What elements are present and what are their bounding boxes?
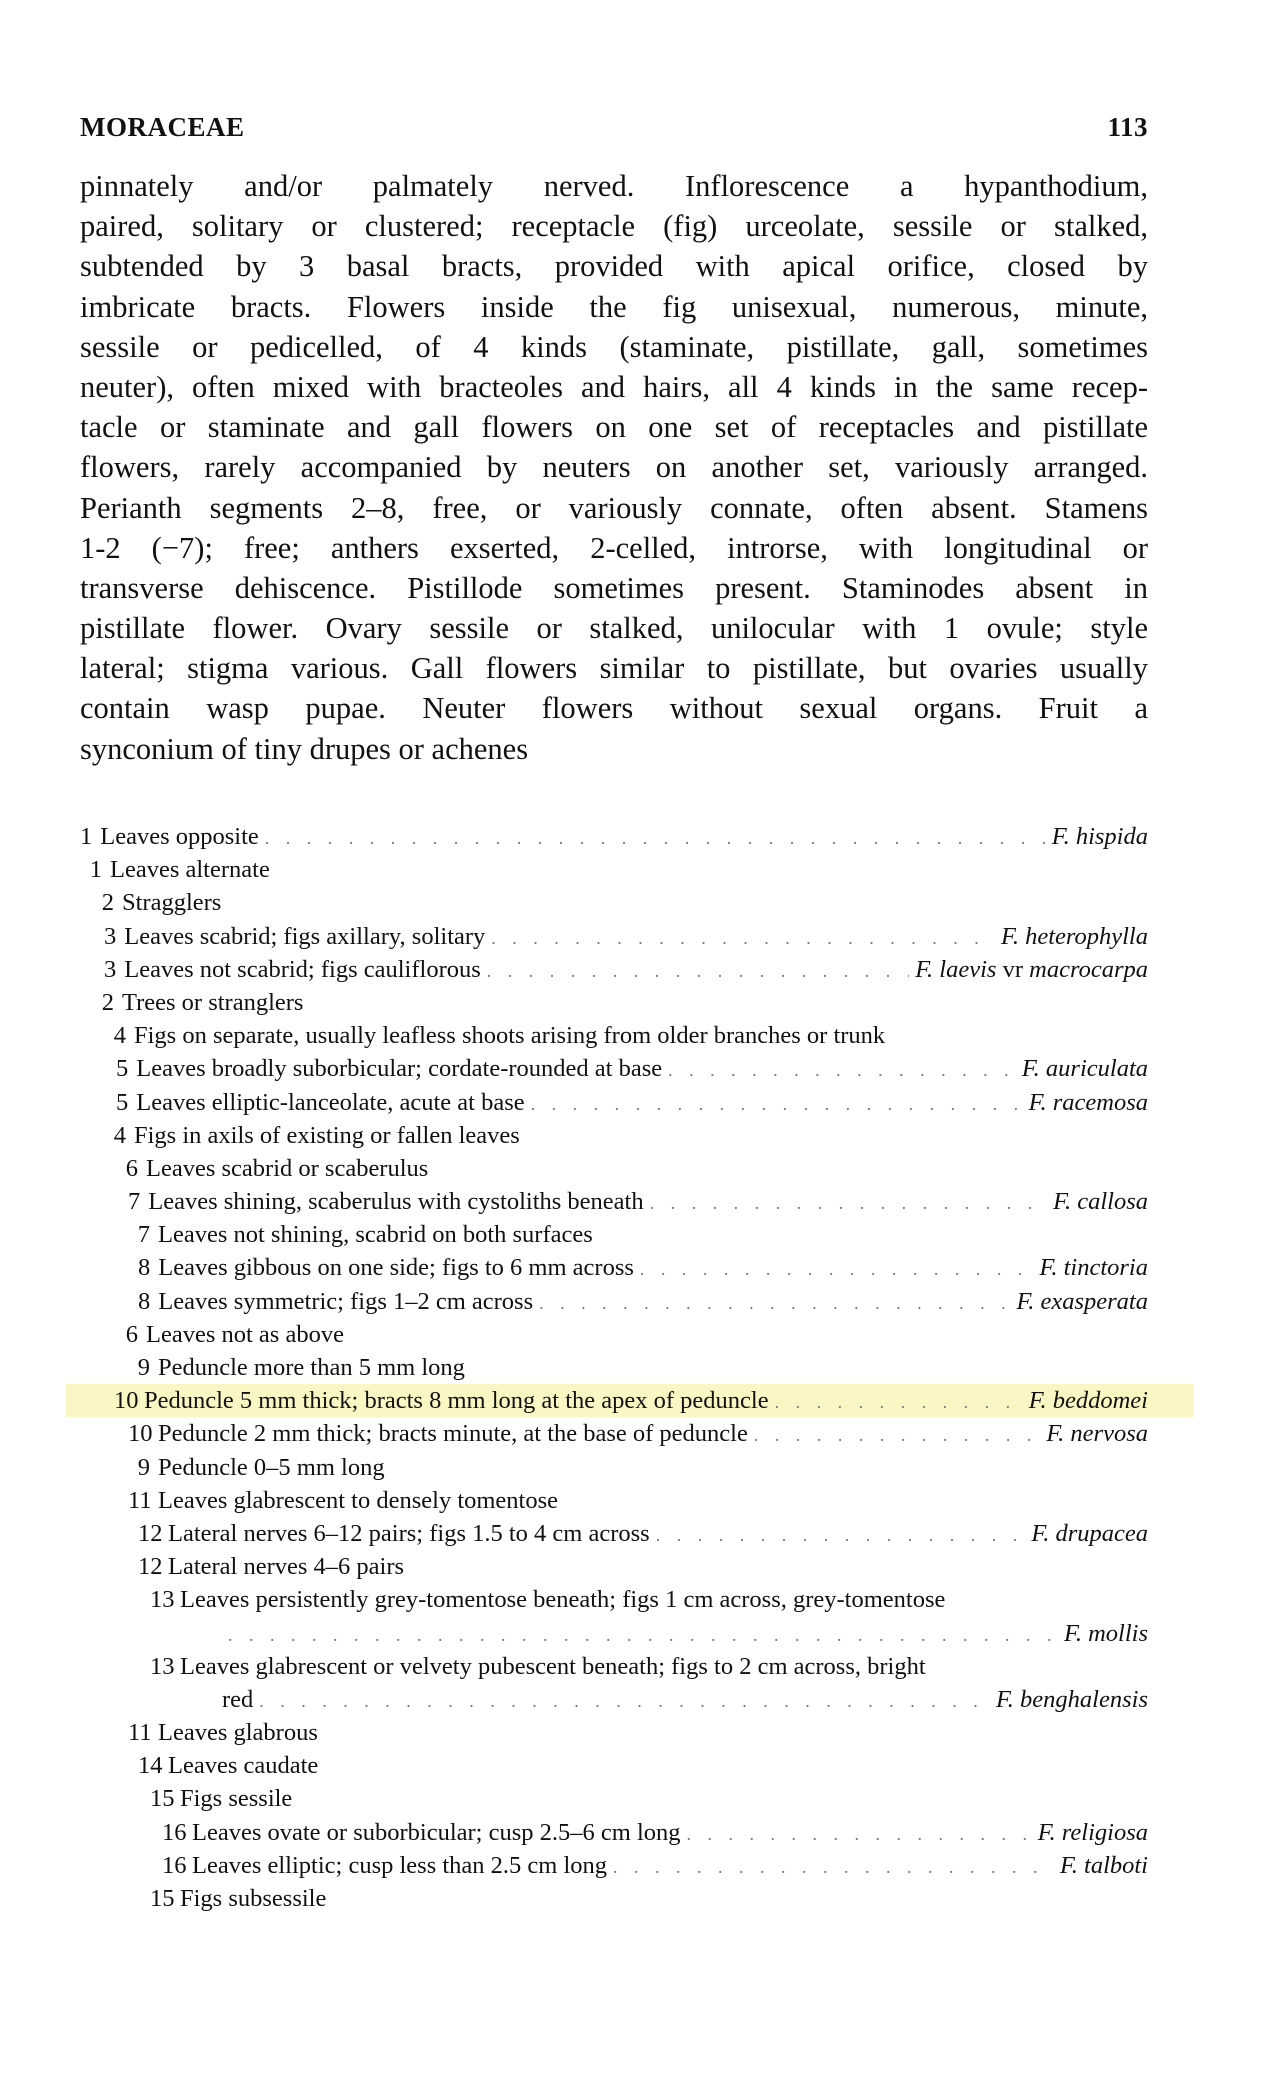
- couplet-number: 1: [89, 856, 102, 884]
- leader-dots: [531, 1088, 1023, 1121]
- key-row: [80, 986, 1148, 1019]
- variety-name: macrocarpa: [1029, 955, 1148, 983]
- leader-dots: [613, 1851, 1054, 1884]
- couplet-number: 9: [137, 1453, 150, 1481]
- paragraph-line: lateral; stigma various. Gall flowers similar to pistillate, but ovaries usually: [80, 651, 1148, 686]
- couplet-number: 16: [162, 1818, 187, 1846]
- species-name: F. heterophylla: [1001, 922, 1148, 950]
- couplet-text: Lateral nerves 6–12 pairs; figs 1.5 to 4 cm across: [168, 1519, 650, 1547]
- couplet-number: 3: [104, 922, 117, 950]
- couplet-text: Leaves persistently grey-tomentose beneath; figs 1 cm across, grey-tomentose: [180, 1586, 946, 1614]
- paragraph-line: neuter), often mixed with bracteoles and hairs, all 4 kinds in the same recep-: [80, 369, 1148, 404]
- key-row: [80, 1882, 1148, 1915]
- key-row: [80, 1086, 1148, 1119]
- couplet-number: 12: [138, 1553, 163, 1581]
- taxon-name: [1038, 1816, 1148, 1849]
- species-name: F. drupacea: [1031, 1519, 1148, 1547]
- couplet-number: 1: [80, 823, 93, 850]
- family-heading: MORACEAE: [80, 112, 245, 142]
- taxon-name: [1040, 1251, 1148, 1284]
- leader-dots: [228, 1619, 1058, 1652]
- identification-key: [80, 820, 1148, 1915]
- taxon-name: [1060, 1849, 1148, 1882]
- species-name: F. laevis: [915, 955, 997, 983]
- couplet-text: Peduncle 5 mm thick; bracts 8 mm long at the apex of peduncle: [144, 1387, 769, 1415]
- couplet-text: Leaves elliptic-lanceolate, acute at base: [136, 1088, 525, 1116]
- leader-dots: [687, 1818, 1032, 1851]
- couplet-text: Figs on separate, usually leafless shoots arising from older branches or trunk: [134, 1022, 886, 1050]
- couplet-text: Stragglers: [122, 889, 222, 917]
- couplet-number: 4: [113, 1022, 126, 1050]
- couplet-number: 6: [125, 1320, 138, 1348]
- couplet-number: 12: [138, 1519, 163, 1547]
- key-row: [80, 1185, 1148, 1218]
- species-name: F. hispida: [1051, 823, 1148, 850]
- key-row: [80, 920, 1148, 953]
- species-name: F. auriculata: [1021, 1055, 1148, 1083]
- couplet-text: Leaves gibbous on one side; figs to 6 mm across: [158, 1254, 634, 1282]
- species-name: F. benghalensis: [996, 1685, 1148, 1713]
- key-row: [80, 820, 1148, 853]
- key-row: [80, 1650, 1148, 1683]
- couplet-number: 16: [162, 1851, 187, 1879]
- couplet-text: red: [222, 1685, 254, 1713]
- couplet-text: Leaves ovate or suborbicular; cusp 2.5–6 cm long: [192, 1818, 681, 1846]
- couplet-number: 11: [128, 1719, 152, 1747]
- taxon-name: [1031, 1517, 1148, 1550]
- couplet-number: 10: [128, 1420, 153, 1448]
- paragraph-line: flowers, rarely accompanied by neuters on another set, variously arranged.: [80, 450, 1148, 485]
- couplet-text: Figs subsessile: [180, 1885, 327, 1912]
- key-row: [80, 1119, 1148, 1152]
- key-row: [80, 1517, 1148, 1550]
- species-name: F. beddomei: [1028, 1387, 1148, 1415]
- page-number: 113: [1107, 112, 1148, 142]
- couplet-text: Leaves not shining, scabrid on both surfaces: [158, 1221, 593, 1249]
- couplet-number: 2: [101, 889, 114, 917]
- taxon-name: [1046, 1417, 1148, 1450]
- leader-dots: [754, 1419, 1041, 1452]
- couplet-number: 13: [150, 1586, 175, 1614]
- couplet-number: 13: [150, 1652, 175, 1680]
- taxon-name: [1029, 1086, 1148, 1119]
- variety-abbrev: vr: [1002, 955, 1024, 983]
- leader-dots: [487, 955, 909, 988]
- paragraph-line: transverse dehiscence. Pistillode sometimes present. Staminodes absent in: [80, 570, 1148, 605]
- couplet-number: 7: [128, 1188, 141, 1216]
- leader-dots: [668, 1054, 1016, 1087]
- key-row: [80, 1451, 1148, 1484]
- key-row: [80, 1417, 1148, 1450]
- taxon-name: [1022, 1052, 1148, 1085]
- species-name: F. racemosa: [1028, 1088, 1148, 1116]
- leader-dots: [650, 1187, 1048, 1220]
- leader-dots: [539, 1287, 1010, 1320]
- key-row: [80, 1318, 1148, 1351]
- taxon-name: [996, 1683, 1148, 1716]
- paragraph-line: pinnately and/or palmately nerved. Inflorescence a hypanthodium,: [80, 169, 1148, 203]
- paragraph-line: sessile or pedicelled, of 4 kinds (staminate, pistillate, gall, sometimes: [80, 329, 1148, 364]
- paragraph-line: imbricate bracts. Flowers inside the fig unisexual, numerous, minute,: [80, 289, 1148, 324]
- taxon-name: [1001, 920, 1148, 953]
- couplet-number: 8: [138, 1254, 151, 1282]
- leader-dots: [656, 1519, 1026, 1552]
- key-row: [80, 1019, 1148, 1052]
- couplet-text: Peduncle 0–5 mm long: [158, 1453, 385, 1481]
- leader-dots: [265, 822, 1046, 855]
- key-row: [80, 1484, 1148, 1517]
- couplet-text: Leaves scabrid; figs axillary, solitary: [124, 922, 486, 950]
- couplet-number: 8: [138, 1287, 151, 1315]
- species-name: F. exasperata: [1016, 1287, 1148, 1315]
- couplet-text: Leaves caudate: [168, 1752, 319, 1780]
- couplet-number: 15: [150, 1785, 175, 1813]
- couplet-number: 4: [113, 1121, 126, 1149]
- species-name: F. tinctoria: [1039, 1254, 1148, 1282]
- key-row-highlighted: [66, 1384, 1194, 1417]
- couplet-number: 5: [116, 1055, 129, 1083]
- couplet-number: 14: [138, 1752, 163, 1780]
- paragraph-line: pistillate flower. Ovary sessile or stalked, unilocular with 1 ovule; style: [80, 611, 1148, 646]
- key-row: [80, 1052, 1148, 1085]
- paragraph-line: contain wasp pupae. Neuter flowers without sexual organs. Fruit a: [80, 691, 1148, 726]
- couplet-text: Leaves opposite: [100, 823, 259, 850]
- key-row: [80, 1152, 1148, 1185]
- couplet-text: Leaves alternate: [110, 856, 270, 884]
- key-row: [80, 1617, 1148, 1650]
- species-name: F. talboti: [1059, 1851, 1148, 1879]
- couplet-number: 5: [116, 1088, 129, 1116]
- taxon-name: [1029, 1384, 1148, 1417]
- couplet-text: Leaves symmetric; figs 1–2 cm across: [158, 1287, 534, 1315]
- paragraph-line: Perianth segments 2–8, free, or variously connate, often absent. Stamens: [80, 490, 1148, 525]
- leader-dots: [259, 1685, 990, 1718]
- species-name: F. mollis: [1064, 1619, 1148, 1647]
- couplet-number: 3: [104, 955, 117, 983]
- paragraph-line: tacle or staminate and gall flowers on one set of receptacles and pistillate: [80, 410, 1148, 445]
- key-row: [80, 1749, 1148, 1782]
- couplet-text: Leaves elliptic; cusp less than 2.5 cm long: [192, 1851, 608, 1879]
- couplet-text: Figs in axils of existing or fallen leaves: [134, 1121, 520, 1149]
- couplet-number: 9: [137, 1354, 150, 1381]
- taxon-name: [1064, 1617, 1148, 1650]
- couplet-text: Leaves scabrid or scaberulus: [146, 1154, 429, 1182]
- key-row: [80, 953, 1148, 986]
- couplet-text: Trees or stranglers: [122, 988, 304, 1016]
- key-row: [80, 1251, 1148, 1284]
- couplet-text: Leaves shining, scaberulus with cystoliths beneath: [148, 1188, 644, 1216]
- couplet-number: 2: [101, 988, 114, 1016]
- paragraph-line: paired, solitary or clustered; receptacle (fig) urceolate, sessile or stalked,: [80, 209, 1148, 244]
- key-row: [80, 1218, 1148, 1251]
- key-row: [80, 1351, 1148, 1384]
- paragraph-line: synconium of tiny drupes or achenes: [80, 731, 529, 766]
- couplet-text: Peduncle 2 mm thick; bracts minute, at the base of peduncle: [158, 1420, 748, 1448]
- species-name: F. nervosa: [1046, 1420, 1148, 1448]
- taxon-name: [1016, 1285, 1148, 1318]
- couplet-text: Lateral nerves 4–6 pairs: [168, 1553, 405, 1581]
- couplet-number: 10: [114, 1387, 139, 1415]
- key-row: [80, 1683, 1148, 1716]
- key-row: [80, 1583, 1148, 1616]
- paragraph-line: 1-2 (−7); free; anthers exserted, 2-celled, introrse, with longitudinal or: [80, 530, 1148, 565]
- couplet-number: 6: [125, 1154, 138, 1182]
- page-header: [80, 112, 1148, 143]
- couplet-text: Figs sessile: [180, 1785, 293, 1813]
- key-row: [80, 1782, 1148, 1815]
- couplet-text: Leaves glabrescent to densely tomentose: [158, 1486, 559, 1514]
- key-row: [80, 886, 1148, 919]
- key-row: [80, 1285, 1148, 1318]
- couplet-number: 15: [150, 1885, 175, 1912]
- couplet-text: Leaves not as above: [146, 1320, 344, 1348]
- species-name: F. religiosa: [1037, 1818, 1148, 1846]
- key-row: [80, 1716, 1148, 1749]
- couplet-number: 11: [128, 1486, 152, 1514]
- leader-dots: [775, 1386, 1023, 1419]
- species-name: F. callosa: [1053, 1188, 1148, 1216]
- couplet-text: Peduncle more than 5 mm long: [158, 1354, 465, 1381]
- couplet-text: Leaves glabrescent or velvety pubescent beneath; figs to 2 cm across, bright: [180, 1652, 926, 1680]
- taxon-name: [915, 953, 1148, 986]
- description-paragraph: [80, 166, 1148, 769]
- key-row: [80, 853, 1148, 886]
- taxon-name: [1052, 820, 1148, 853]
- taxon-name: [1053, 1185, 1148, 1218]
- couplet-text: Leaves glabrous: [158, 1719, 318, 1747]
- paragraph-line: subtended by 3 basal bracts, provided with apical orifice, closed by: [80, 249, 1148, 284]
- key-row: [80, 1849, 1148, 1882]
- key-row: [80, 1550, 1148, 1583]
- couplet-text: Leaves not scabrid; figs cauliflorous: [124, 955, 481, 983]
- couplet-number: 7: [137, 1221, 150, 1249]
- key-row: [80, 1816, 1148, 1849]
- leader-dots: [491, 922, 995, 955]
- couplet-text: Leaves broadly suborbicular; cordate-rounded at base: [136, 1055, 663, 1083]
- leader-dots: [640, 1253, 1034, 1286]
